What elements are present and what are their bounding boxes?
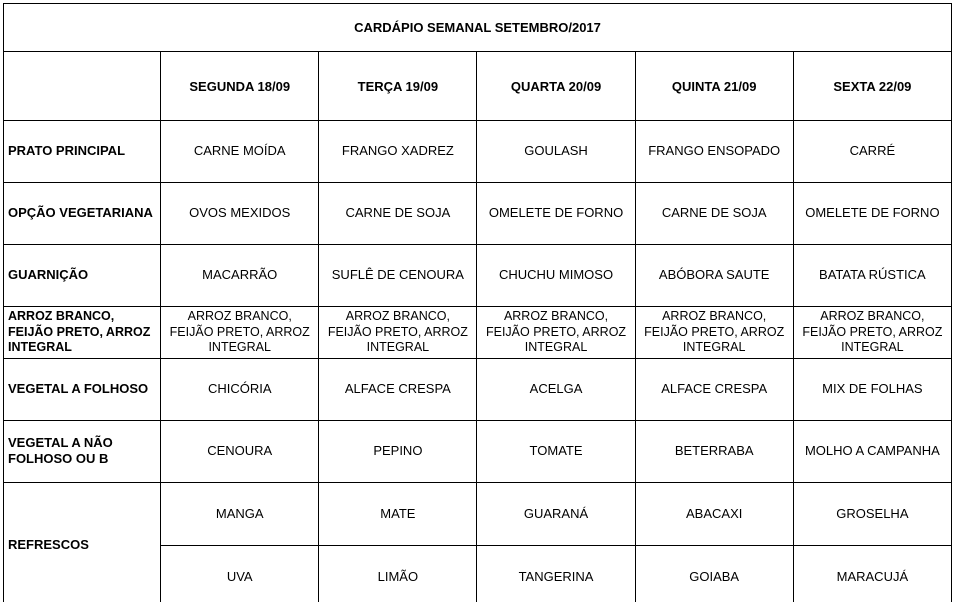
cell-opcao-vegetariana-tuesday: CARNE DE SOJA xyxy=(319,183,477,245)
cell-vegetal-folhoso-wednesday: ACELGA xyxy=(477,358,635,420)
row-label-refrescos: REFRESCOS xyxy=(4,482,161,602)
cell-guarnicao-wednesday: CHUCHU MIMOSO xyxy=(477,245,635,307)
table-row xyxy=(4,245,952,307)
cell-opcao-vegetariana-thursday: CARNE DE SOJA xyxy=(635,183,793,245)
cell-vegetal-nao-folhoso-thursday: BETERRABA xyxy=(635,420,793,482)
row-label-vegetal-nao-folhoso: VEGETAL A NÃO FOLHOSO OU B xyxy=(4,420,161,482)
row-label-arroz-feijao: ARROZ BRANCO, FEIJÃO PRETO, ARROZ INTEGRAL xyxy=(4,307,161,359)
cell-refresco2-monday: UVA xyxy=(161,545,319,602)
cell-vegetal-nao-folhoso-friday: MOLHO A CAMPANHA xyxy=(793,420,951,482)
cell-vegetal-nao-folhoso-wednesday: TOMATE xyxy=(477,420,635,482)
cell-refresco1-friday: GROSELHA xyxy=(793,482,951,545)
row-label-opcao-vegetariana: OPÇÃO VEGETARIANA xyxy=(4,183,161,245)
row-label-vegetal-folhoso: VEGETAL A FOLHOSO xyxy=(4,358,161,420)
cell-prato-principal-tuesday: FRANGO XADREZ xyxy=(319,121,477,183)
cell-opcao-vegetariana-wednesday: OMELETE DE FORNO xyxy=(477,183,635,245)
day-header-friday: SEXTA 22/09 xyxy=(793,52,951,121)
cell-arroz-feijao-wednesday: ARROZ BRANCO, FEIJÃO PRETO, ARROZ INTEGRAL xyxy=(477,307,635,359)
cell-refresco1-thursday: ABACAXI xyxy=(635,482,793,545)
table-row xyxy=(4,482,952,545)
cell-vegetal-folhoso-tuesday: ALFACE CRESPA xyxy=(319,358,477,420)
day-header-wednesday: QUARTA 20/09 xyxy=(477,52,635,121)
table-row xyxy=(4,420,952,482)
cell-opcao-vegetariana-friday: OMELETE DE FORNO xyxy=(793,183,951,245)
cell-guarnicao-friday: BATATA RÚSTICA xyxy=(793,245,951,307)
cell-vegetal-folhoso-monday: CHICÓRIA xyxy=(161,358,319,420)
table-row xyxy=(4,307,952,359)
cell-vegetal-nao-folhoso-tuesday: PEPINO xyxy=(319,420,477,482)
cell-arroz-feijao-monday: ARROZ BRANCO, FEIJÃO PRETO, ARROZ INTEGRAL xyxy=(161,307,319,359)
cell-vegetal-folhoso-thursday: ALFACE CRESPA xyxy=(635,358,793,420)
cell-guarnicao-tuesday: SUFLÊ DE CENOURA xyxy=(319,245,477,307)
header-row xyxy=(4,52,952,121)
table-row xyxy=(4,183,952,245)
cell-prato-principal-monday: CARNE MOÍDA xyxy=(161,121,319,183)
cell-refresco1-wednesday: GUARANÁ xyxy=(477,482,635,545)
cell-arroz-feijao-friday: ARROZ BRANCO, FEIJÃO PRETO, ARROZ INTEGRAL xyxy=(793,307,951,359)
cell-opcao-vegetariana-monday: OVOS MEXIDOS xyxy=(161,183,319,245)
document-title: CARDÁPIO SEMANAL SETEMBRO/2017 xyxy=(4,4,952,52)
row-label-prato-principal: PRATO PRINCIPAL xyxy=(4,121,161,183)
cell-refresco1-tuesday: MATE xyxy=(319,482,477,545)
day-header-thursday: QUINTA 21/09 xyxy=(635,52,793,121)
table-corner-cell xyxy=(4,52,161,121)
cell-prato-principal-wednesday: GOULASH xyxy=(477,121,635,183)
cell-vegetal-folhoso-friday: MIX DE FOLHAS xyxy=(793,358,951,420)
cell-arroz-feijao-thursday: ARROZ BRANCO, FEIJÃO PRETO, ARROZ INTEGRAL xyxy=(635,307,793,359)
cell-vegetal-nao-folhoso-monday: CENOURA xyxy=(161,420,319,482)
weekly-menu-table xyxy=(3,3,952,602)
cell-arroz-feijao-tuesday: ARROZ BRANCO, FEIJÃO PRETO, ARROZ INTEGRAL xyxy=(319,307,477,359)
cell-refresco2-thursday: GOIABA xyxy=(635,545,793,602)
cell-prato-principal-thursday: FRANGO ENSOPADO xyxy=(635,121,793,183)
cell-prato-principal-friday: CARRÉ xyxy=(793,121,951,183)
cell-refresco2-wednesday: TANGERINA xyxy=(477,545,635,602)
cell-guarnicao-thursday: ABÓBORA SAUTE xyxy=(635,245,793,307)
table-row xyxy=(4,121,952,183)
day-header-monday: SEGUNDA 18/09 xyxy=(161,52,319,121)
cell-refresco2-tuesday: LIMÃO xyxy=(319,545,477,602)
cell-refresco2-friday: MARACUJÁ xyxy=(793,545,951,602)
title-row xyxy=(4,4,952,52)
cell-refresco1-monday: MANGA xyxy=(161,482,319,545)
day-header-tuesday: TERÇA 19/09 xyxy=(319,52,477,121)
table-row xyxy=(4,358,952,420)
cell-guarnicao-monday: MACARRÃO xyxy=(161,245,319,307)
row-label-guarnicao: GUARNIÇÃO xyxy=(4,245,161,307)
